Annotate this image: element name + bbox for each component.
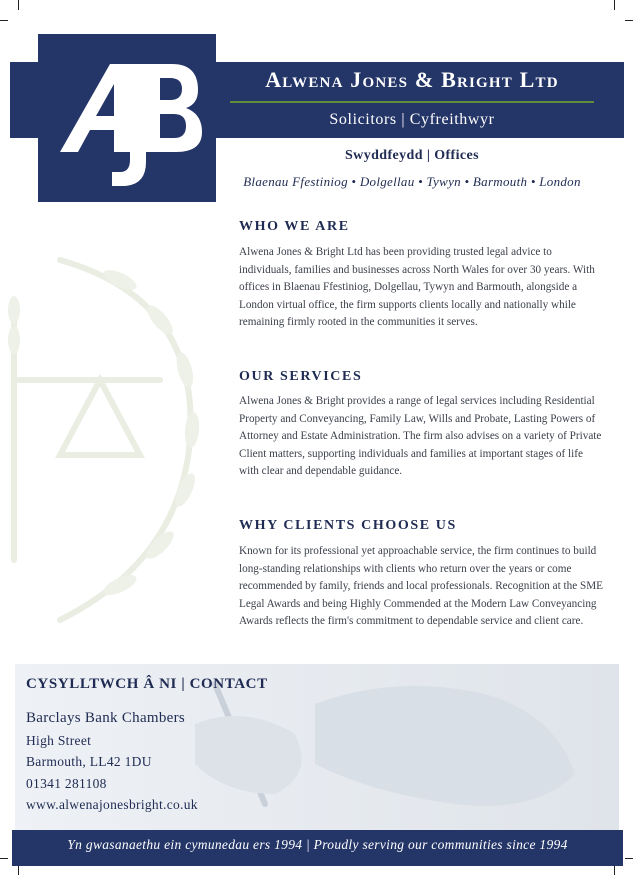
ajb-monogram-icon — [38, 34, 216, 202]
contact-address-line-3: Barmouth, LL42 1DU — [26, 754, 152, 769]
tagline: Solicitors | Cyfreithwyr — [329, 111, 495, 128]
section-body-our-services: Alwena Jones & Bright provides a range of legal services including Residential Property and Conveyancing, Family Law, Wills and Probate, Lasting Powers of Attorney and Estate Administration. The firm also advises on a variety of Private Client matters, supporting individuals and families at important stages of life with clear and dependable guidance. — [239, 395, 602, 478]
crop-mark — [614, 0, 615, 10]
contact-phone[interactable]: 01341 281108 — [26, 776, 107, 791]
accent-rule — [230, 101, 594, 103]
contact-website-link[interactable]: www.alwenajonesbright.co.uk — [26, 797, 198, 812]
contact-title: CYSYLLTWCH Â NI | CONTACT — [26, 676, 268, 692]
section-body-why-choose-us: Known for its professional yet approachable service, the firm continues to build long-standing relationships with clients who return over the years or come recommended by family, friends and local professionals. Recognition at the SME Legal Awards and being Highly Commended at the Modern Law Conveyancing Awards reflects the firm's commitment to dependable service and client care. — [239, 545, 604, 628]
section-title-why-choose-us: WHY CLIENTS CHOOSE US — [239, 518, 457, 533]
crop-mark — [0, 858, 8, 859]
crop-mark — [18, 866, 19, 875]
crop-mark — [18, 0, 19, 10]
section-title-who-we-are: WHO WE ARE — [239, 219, 350, 234]
crop-mark — [625, 20, 633, 21]
company-name: Alwena Jones & Bright Ltd — [265, 67, 559, 92]
contact-address-line-2: High Street — [26, 733, 92, 748]
scales-of-justice-icon — [0, 240, 230, 640]
section-title-our-services: OUR SERVICES — [239, 369, 363, 384]
offices-heading: Swyddfeydd | Offices — [345, 148, 479, 163]
section-body-who-we-are: Alwena Jones & Bright Ltd has been providing trusted legal advice to individuals, families and businesses across North Wales for over 30 years. With offices in Blaenau Ffestiniog, Dolgellau, Tywyn and Barmouth, alongside a London virtual office, the firm supports clients locally and nationally while remaining firmly rooted in the communities it serves. — [239, 246, 595, 329]
crop-mark — [614, 866, 615, 875]
crop-mark — [0, 20, 8, 21]
footer-banner: Yn gwasanaethu ein cymunedau ers 1994 | Proudly serving our communities since 1994 — [12, 830, 623, 866]
contact-address-line-1: Barclays Bank Chambers — [26, 710, 186, 726]
offices-list: Blaenau Ffestiniog • Dolgellau • Tywyn • Barmouth • London — [243, 174, 581, 189]
company-logo — [38, 34, 216, 202]
crop-mark — [625, 858, 633, 859]
